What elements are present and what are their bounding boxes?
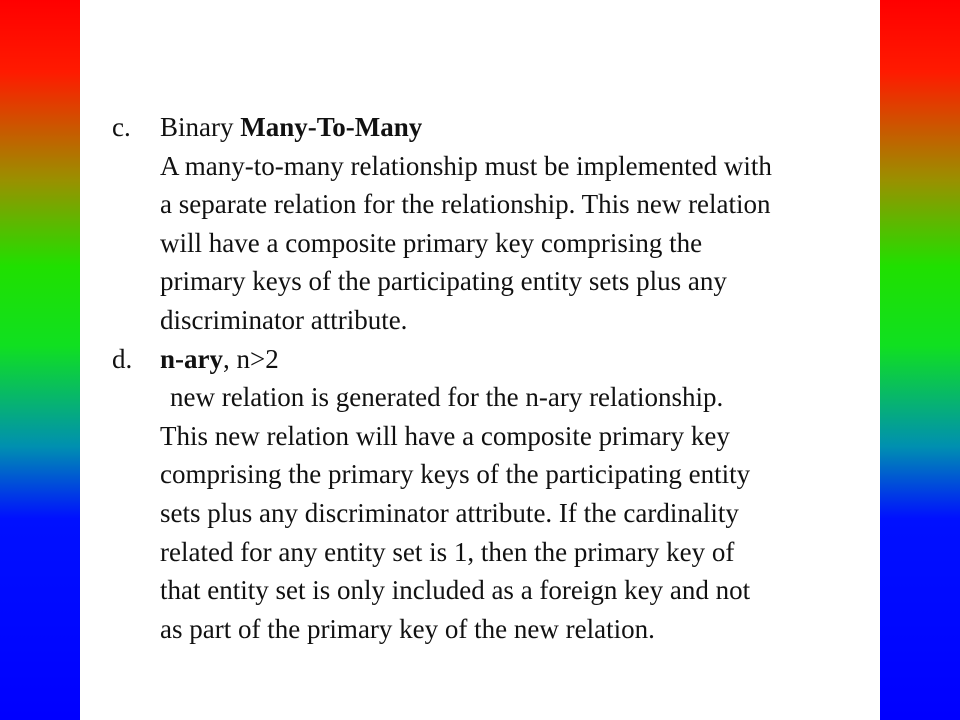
heading-plain-text: , n>2	[223, 343, 279, 374]
body-line: A many-to-many relationship must be implemented with	[160, 150, 772, 181]
body-line: related for any entity set is 1, then the primary key of	[160, 536, 735, 567]
list-marker: d.	[112, 343, 133, 374]
list-item-n-ary	[112, 340, 892, 649]
body-line: a separate relation for the relationship. This new relation	[160, 189, 771, 220]
body-line: as part of the primary key of the new relation.	[160, 613, 655, 644]
heading-bold-text: n-ary	[160, 343, 223, 374]
body-line: This new relation will have a composite primary key	[160, 420, 730, 451]
body-line: will have a composite primary key comprising the	[160, 227, 703, 258]
list-marker: c.	[112, 112, 131, 142]
list-item-many-to-many	[112, 108, 892, 340]
right-gradient-bar	[880, 0, 960, 720]
body-line: primary keys of the participating entity sets plus any	[160, 266, 727, 297]
body-line: sets plus any discriminator attribute. If the cardinality	[160, 497, 739, 528]
body-line: discriminator attribute.	[160, 304, 408, 335]
slide-content	[112, 108, 892, 648]
body-line: that entity set is only included as a foreign key and not	[160, 575, 751, 606]
item-heading	[160, 108, 892, 147]
left-gradient-bar	[0, 0, 80, 720]
heading-plain-text: Binary	[160, 112, 241, 142]
item-heading	[160, 340, 892, 379]
body-line: new relation is generated for the n-ary relationship.	[170, 382, 724, 413]
body-line: comprising the primary keys of the participating entity	[160, 459, 751, 490]
heading-bold-text: Many-To-Many	[240, 112, 423, 142]
